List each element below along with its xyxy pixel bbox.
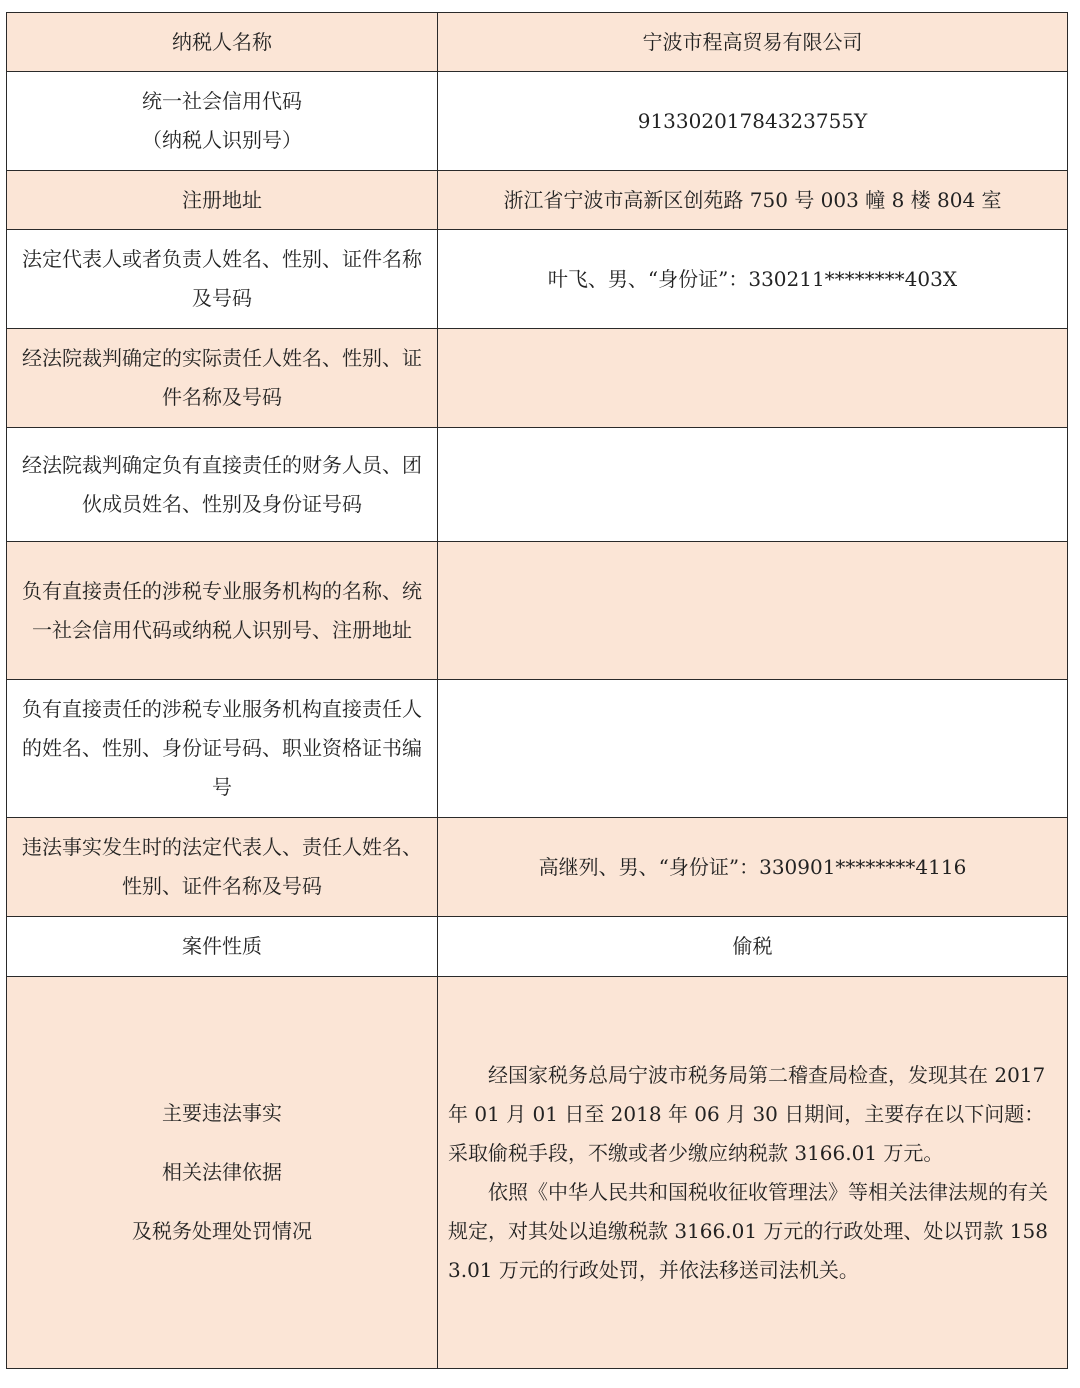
- value-agency-responsible: [438, 680, 1068, 818]
- facts-paragraph-1: 经国家税务总局宁波市税务局第二稽查局检查，发现其在 2017 年 01 月 01 日至 2018 年 06 月 30 日期间，主要存在以下问题：采取偷税手段，不缴或者少缴应纳税款 3166.01 万元。: [448, 1062, 1046, 1165]
- label-violation-representative: 违法事实发生时的法定代表人、责任人姓名、性别、证件名称及号码: [7, 818, 438, 917]
- value-financial-staff: [438, 428, 1068, 542]
- label-financial-staff: 经法院裁判确定负有直接责任的财务人员、团伙成员姓名、性别及身份证号码: [7, 428, 438, 542]
- value-case-nature: 偷税: [438, 917, 1068, 977]
- value-violation-representative: 高继列、男、“身份证”：330901********4116: [438, 818, 1068, 917]
- facts-paragraph-2: 依照《中华人民共和国税收征收管理法》等相关法律法规的有关规定，对其处以追缴税款 3166.01 万元的行政处理、处以罚款 1583.01 万元的行政处罚，并依法移送司法机关。: [448, 1179, 1048, 1282]
- label-legal-representative: 法定代表人或者负责人姓名、性别、证件名称及号码: [7, 230, 438, 329]
- label-registered-address: 注册地址: [7, 171, 438, 230]
- row-taxpayer-name: [7, 13, 1068, 72]
- label-credit-code-line2: （纳税人识别号）: [142, 128, 302, 152]
- row-main-facts: [7, 977, 1068, 1369]
- label-agency-responsible: 负有直接责任的涉税专业服务机构直接责任人的姓名、性别、身份证号码、职业资格证书编号: [7, 680, 438, 818]
- label-main-facts-line3: 及税务处理处罚情况: [132, 1219, 312, 1243]
- label-main-facts: [7, 977, 438, 1369]
- row-service-agency: [7, 542, 1068, 680]
- value-taxpayer-name: 宁波市程高贸易有限公司: [438, 13, 1068, 72]
- label-case-nature: 案件性质: [7, 917, 438, 977]
- row-credit-code: [7, 72, 1068, 171]
- value-service-agency: [438, 542, 1068, 680]
- value-registered-address: 浙江省宁波市高新区创苑路 750 号 003 幢 8 楼 804 室: [438, 171, 1068, 230]
- value-legal-representative: 叶飞、男、“身份证”：330211********403X: [438, 230, 1068, 329]
- tax-case-table: [6, 12, 1068, 1369]
- label-credit-code-line1: 统一社会信用代码: [142, 89, 302, 113]
- row-financial-staff: [7, 428, 1068, 542]
- row-case-nature: [7, 917, 1068, 977]
- row-violation-representative: [7, 818, 1068, 917]
- label-main-facts-line1: 主要违法事实: [162, 1101, 282, 1125]
- value-actual-responsible: [438, 329, 1068, 428]
- label-taxpayer-name: 纳税人名称: [7, 13, 438, 72]
- label-actual-responsible: 经法院裁判确定的实际责任人姓名、性别、证件名称及号码: [7, 329, 438, 428]
- row-legal-representative: [7, 230, 1068, 329]
- row-agency-responsible: [7, 680, 1068, 818]
- value-main-facts: [438, 977, 1068, 1369]
- label-service-agency: 负有直接责任的涉税专业服务机构的名称、统一社会信用代码或纳税人识别号、注册地址: [7, 542, 438, 680]
- row-registered-address: [7, 171, 1068, 230]
- row-actual-responsible: [7, 329, 1068, 428]
- value-credit-code: 91330201784323755Y: [438, 72, 1068, 171]
- label-main-facts-line2: 相关法律依据: [162, 1160, 282, 1184]
- label-credit-code: [7, 72, 438, 171]
